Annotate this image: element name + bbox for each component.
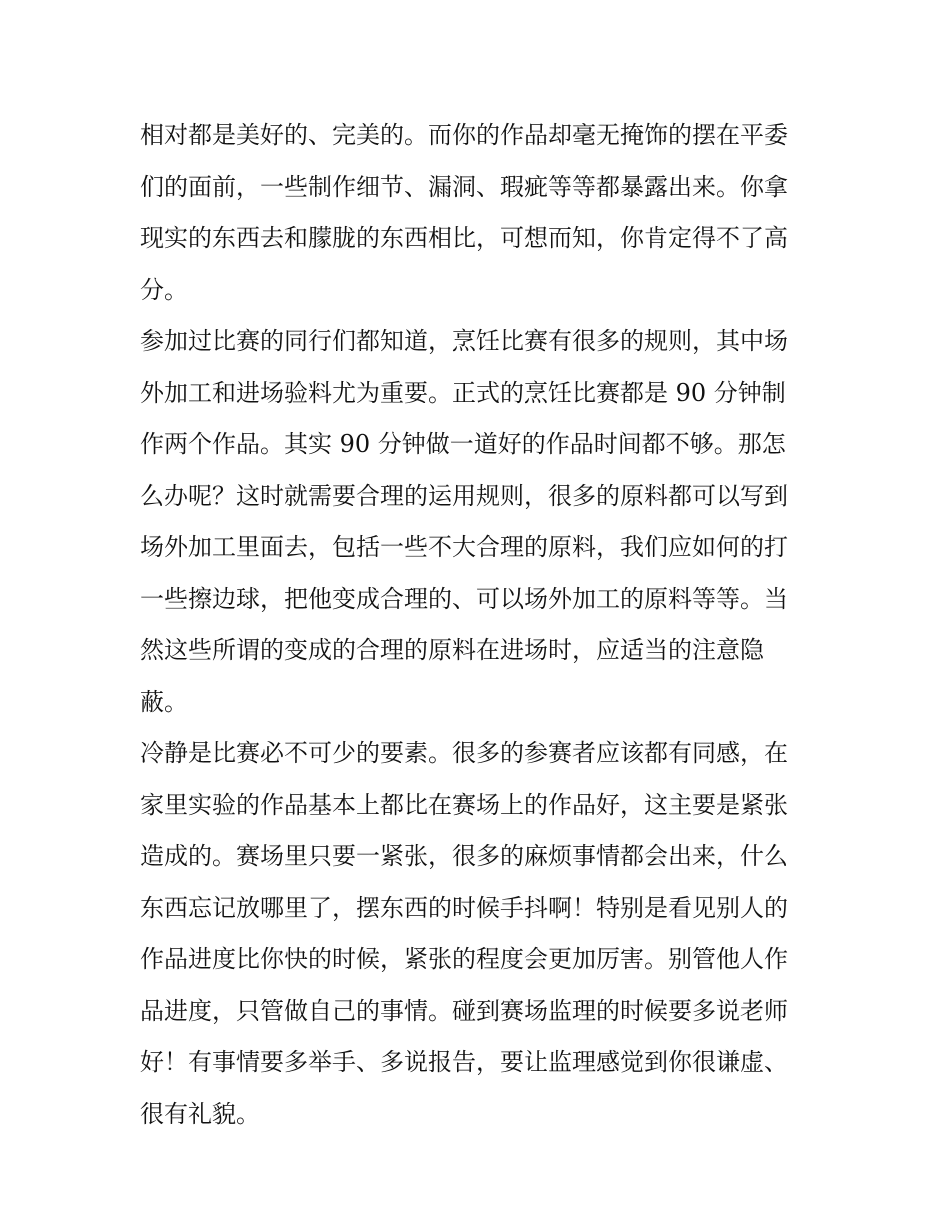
text-line: 家里实验的作品基本上都比在赛场上的作品好，这主要是紧张	[140, 790, 788, 819]
text-line: 一些擦边球，把他变成合理的、可以场外加工的原料等等。当	[140, 584, 788, 613]
text-line: 外加工和进场验料尤为重要。正式的烹饪比赛都是 90 分钟制	[140, 378, 786, 407]
text-line: 现实的东西去和朦胧的东西相比，可想而知，你肯定得不了高	[140, 224, 788, 252]
text-line: 相对都是美好的、完美的。而你的作品却毫无掩饰的摆在平委	[140, 121, 788, 149]
text-line: 们的面前，一些制作细节、漏洞、瑕疵等等都暴露出来。你拿	[140, 172, 788, 201]
text-line: 很有礼貌。	[140, 1099, 260, 1128]
text-line: 场外加工里面去，包括一些不大合理的原料，我们应如何的打	[140, 533, 788, 561]
text-line: 参加过比赛的同行们都知道，烹饪比赛有很多的规则，其中场	[140, 327, 788, 355]
text-line: 东西忘记放哪里了，摆东西的时候手抖啊！特别是看见别人的	[140, 893, 788, 922]
text-line: 作两个作品。其实 90 分钟做一道好的作品时间都不够。那怎	[140, 430, 786, 458]
text-line: 么办呢？这时就需要合理的运用规则，很多的原料都可以写到	[140, 481, 788, 510]
body-text	[140, 110, 830, 1140]
text-line: 造成的。赛场里只要一紧张，很多的麻烦事情都会出来，什么	[140, 842, 788, 870]
text-line: 冷静是比赛必不可少的要素。很多的参赛者应该都有同感，在	[140, 739, 788, 767]
text-line: 好！有事情要多举手、多说报告，要让监理感觉到你很谦虚、	[140, 1048, 788, 1076]
text-line: 作品进度比你快的时候，紧张的程度会更加厉害。别管他人作	[140, 945, 788, 973]
text-line: 分。	[140, 275, 188, 304]
text-line: 品进度，只管做自己的事情。碰到赛场监理的时候要多说老师	[140, 996, 788, 1025]
text-line: 然这些所谓的变成的合理的原料在进场时，应适当的注意隐	[140, 636, 764, 664]
text-line: 蔽。	[140, 687, 188, 716]
